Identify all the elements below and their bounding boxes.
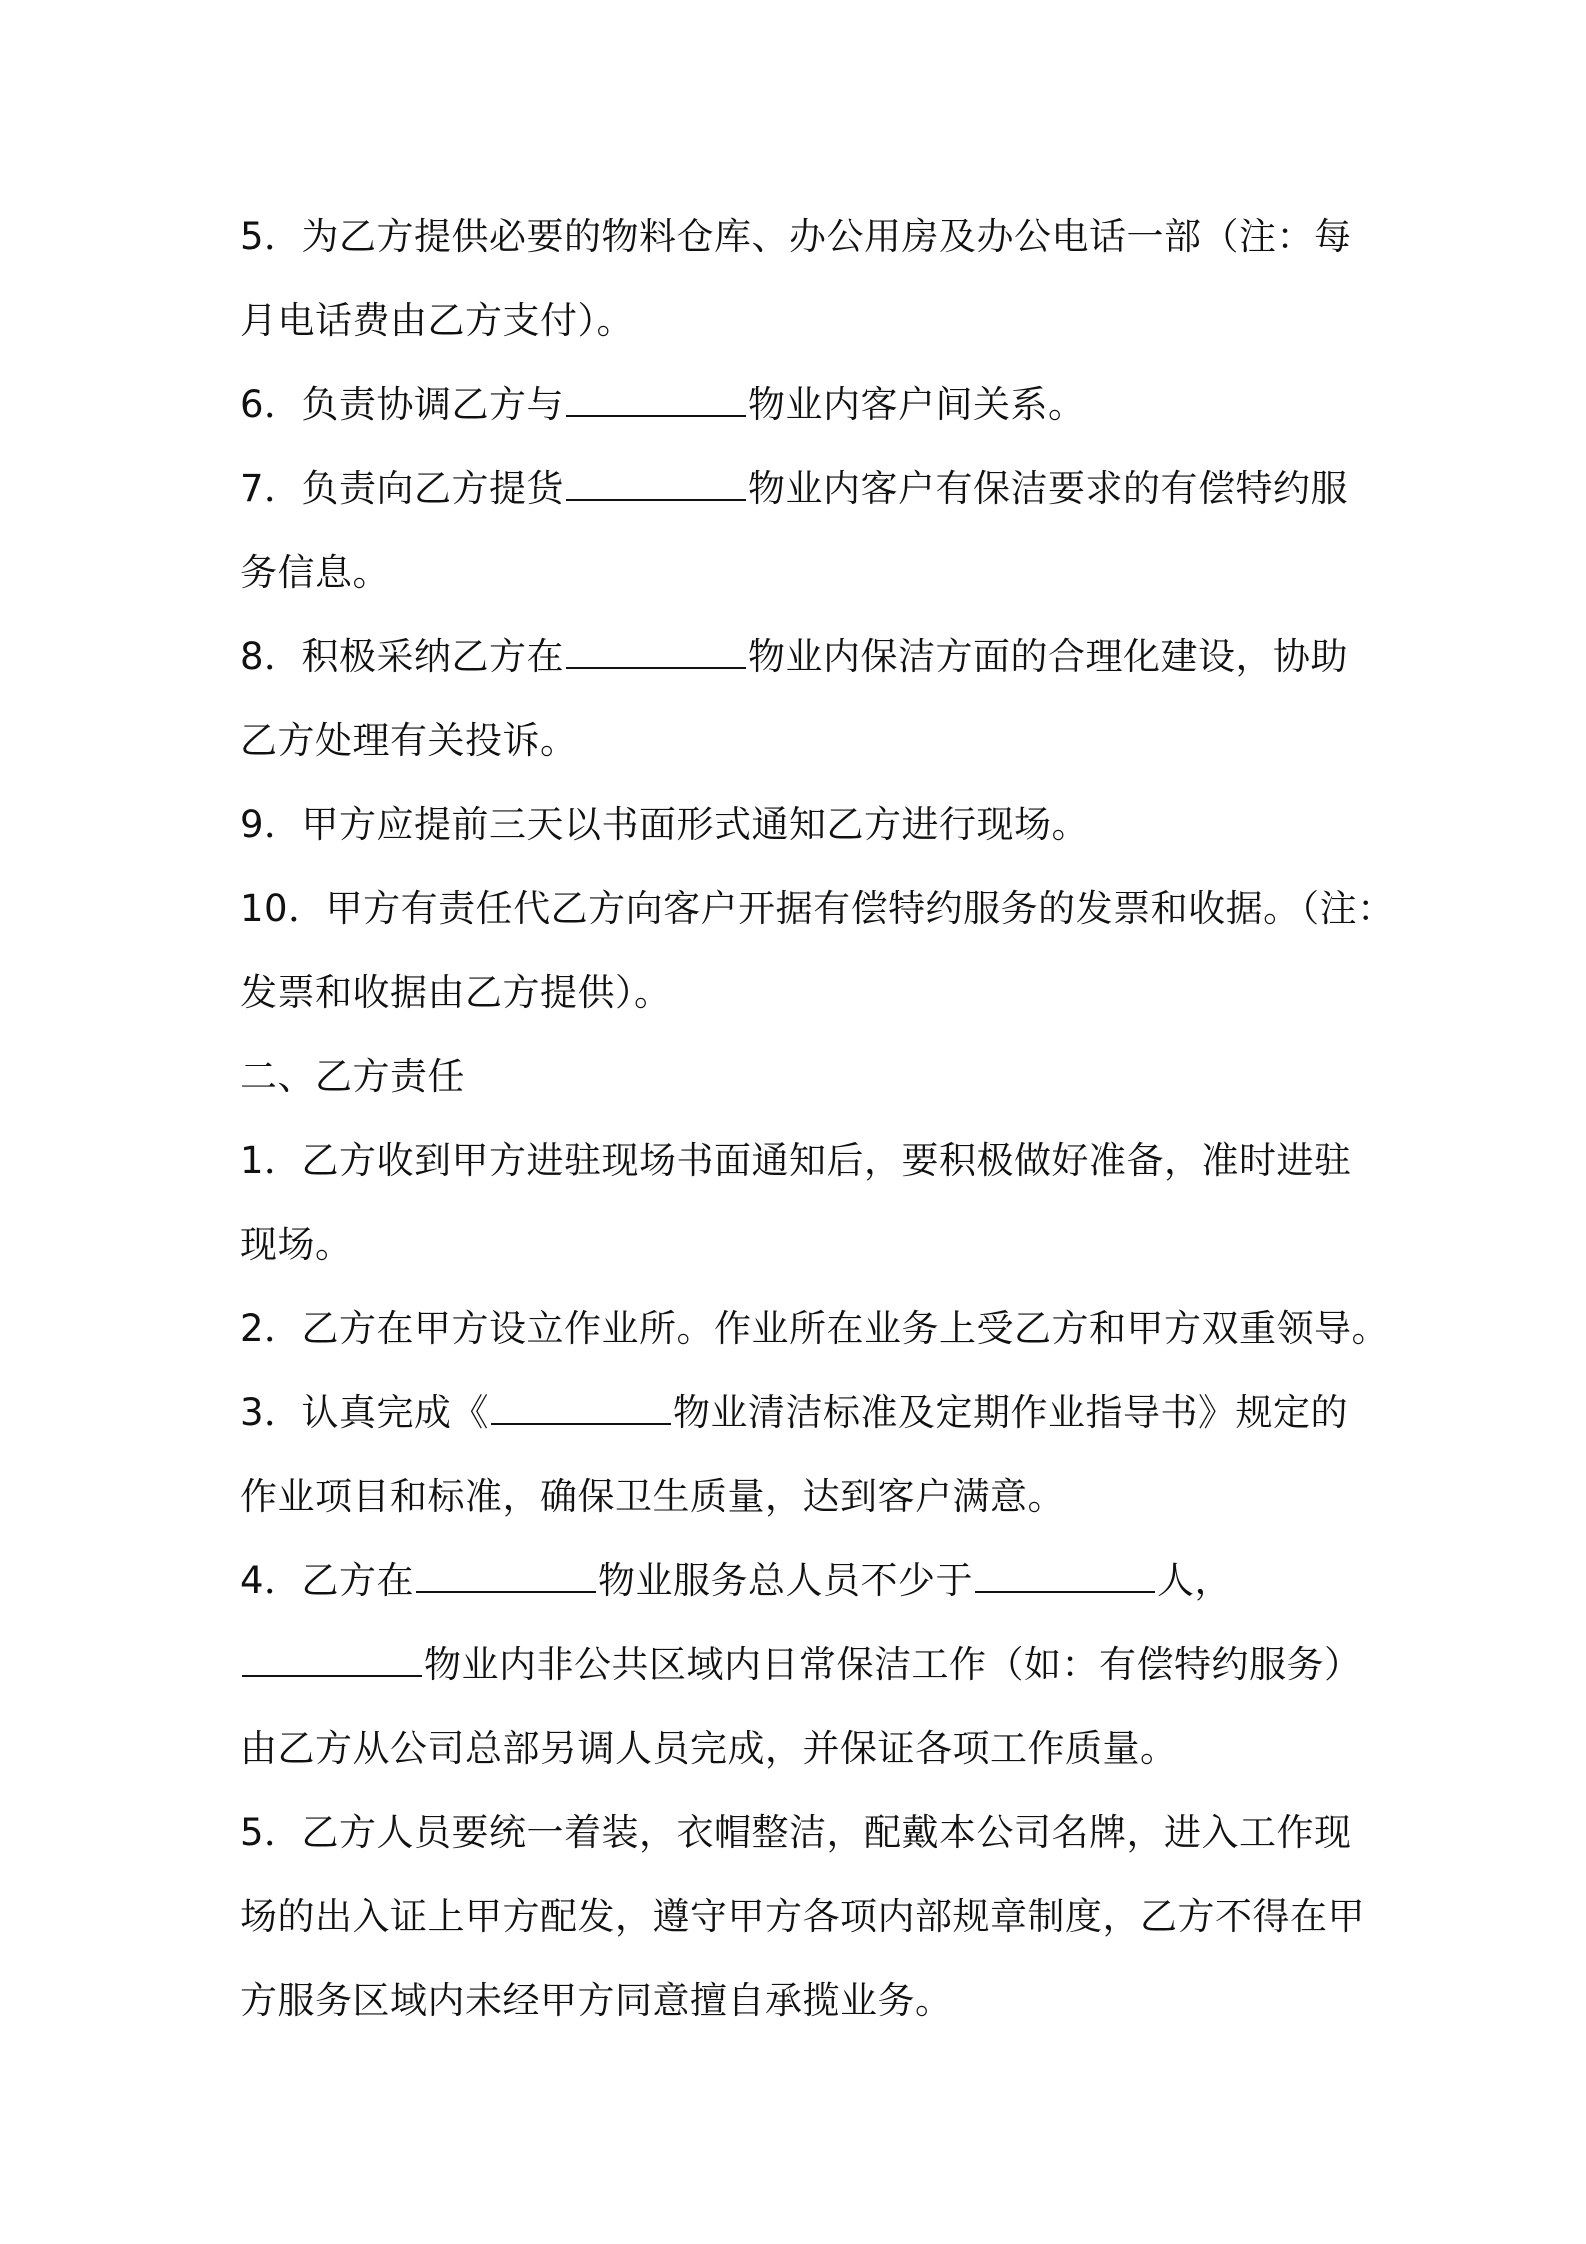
clause-a7 bbox=[240, 447, 1370, 615]
text-line: 作业项目和标准，确保卫生质量，达到客户满意。 bbox=[240, 1475, 1065, 1518]
clause-a10 bbox=[240, 867, 1395, 1035]
text-line: 发票和收据由乙方提供）。 bbox=[240, 971, 672, 1014]
text-line: 5．为乙方提供必要的物料仓库、办公用房及办公电话一部（注：每 bbox=[240, 215, 1352, 258]
clause-b5 bbox=[240, 1791, 1370, 2043]
text-line: 务信息。 bbox=[240, 551, 390, 594]
text-segment: 4．乙方在 bbox=[240, 1559, 415, 1602]
text-segment: 物业内非公共区域内日常保洁工作（如：有偿特约服务） bbox=[424, 1643, 1362, 1686]
text-line: 月电话费由乙方支付）。 bbox=[240, 299, 634, 342]
text-segment: 物业服务总人员不少于 bbox=[598, 1559, 974, 1602]
text-line bbox=[240, 1539, 1370, 1623]
text-line: 10．甲方有责任代乙方向客户开据有偿特约服务的发票和收据。（注： bbox=[240, 887, 1395, 930]
text-line: 由乙方从公司总部另调人员完成，并保证各项工作质量。 bbox=[240, 1727, 1178, 1770]
clause-a6 bbox=[240, 363, 1370, 447]
text-line bbox=[240, 1371, 1370, 1455]
clause-a8 bbox=[240, 615, 1370, 783]
text-line: 1．乙方收到甲方进驻现场书面通知后，要积极做好准备，准时进驻 bbox=[240, 1139, 1352, 1182]
text-line bbox=[240, 363, 1370, 447]
fill-in-blank bbox=[975, 1557, 1155, 1593]
clause-b1 bbox=[240, 1119, 1370, 1287]
clause-b3 bbox=[240, 1371, 1370, 1539]
text-line bbox=[240, 1623, 1370, 1707]
text-line bbox=[240, 447, 1370, 531]
fill-in-blank bbox=[491, 1389, 671, 1425]
heading-text: 二、乙方责任 bbox=[240, 1055, 465, 1098]
text-line bbox=[240, 615, 1370, 699]
text-line: 乙方处理有关投诉。 bbox=[240, 719, 578, 762]
section-heading bbox=[240, 1035, 1370, 1119]
text-segment: 8．积极采纳乙方在 bbox=[240, 635, 565, 678]
text-segment: 物业内客户有保洁要求的有偿特约服 bbox=[748, 467, 1349, 510]
text-segment: 3．认真完成《 bbox=[240, 1391, 490, 1434]
text-line: 5．乙方人员要统一着装，衣帽整洁，配戴本公司名牌，进入工作现 bbox=[240, 1811, 1352, 1854]
fill-in-blank bbox=[566, 633, 746, 669]
text-line: 现场。 bbox=[240, 1223, 353, 1266]
text-segment: 人， bbox=[1157, 1559, 1233, 1602]
text-line: 2．乙方在甲方设立作业所。作业所在业务上受乙方和甲方双重领导。 bbox=[240, 1307, 1390, 1350]
text-segment: 7．负责向乙方提货 bbox=[240, 467, 565, 510]
clause-b2 bbox=[240, 1287, 1390, 1371]
text-line: 场的出入证上甲方配发，遵守甲方各项内部规章制度，乙方不得在甲 bbox=[240, 1895, 1365, 1938]
text-line: 方服务区域内未经甲方同意擅自承揽业务。 bbox=[240, 1979, 953, 2022]
fill-in-blank bbox=[566, 465, 746, 501]
text-segment: 物业内客户间关系。 bbox=[748, 383, 1086, 426]
text-segment: 物业内保洁方面的合理化建设，协助 bbox=[748, 635, 1349, 678]
document-body bbox=[240, 195, 1395, 2043]
clause-a5 bbox=[240, 195, 1370, 363]
clause-a9 bbox=[240, 783, 1370, 867]
fill-in-blank bbox=[416, 1557, 596, 1593]
clause-b4 bbox=[240, 1539, 1370, 1791]
text-line: 9．甲方应提前三天以书面形式通知乙方进行现场。 bbox=[240, 803, 1090, 846]
fill-in-blank bbox=[566, 381, 746, 417]
fill-in-blank bbox=[242, 1641, 422, 1677]
text-segment: 物业清洁标准及定期作业指导书》规定的 bbox=[673, 1391, 1349, 1434]
text-segment: 6．负责协调乙方与 bbox=[240, 383, 565, 426]
